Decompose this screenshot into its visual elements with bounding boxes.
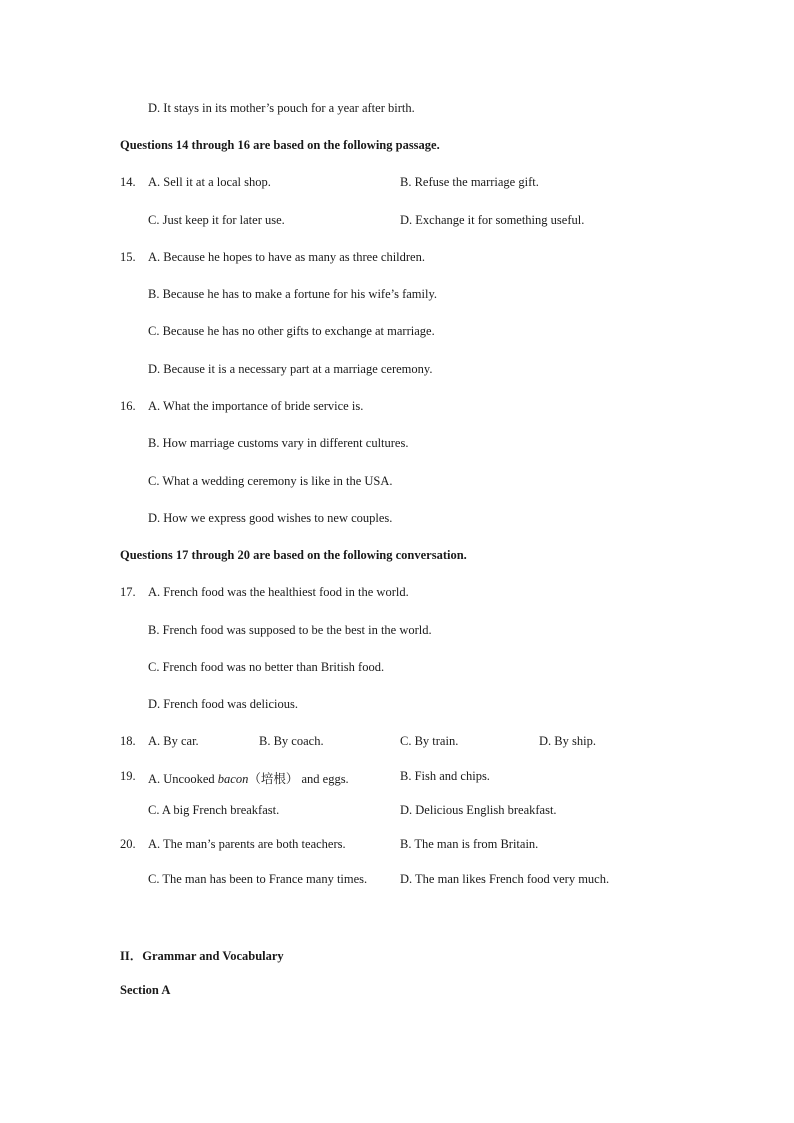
question-20-option-a: A. The man’s parents are both teachers. [148, 837, 346, 851]
question-14-option-b: B. Refuse the marriage gift. [400, 175, 539, 189]
question-18-option-b: B. By coach. [259, 734, 324, 748]
question-19-option-b: B. Fish and chips. [400, 769, 490, 783]
question-14-option-d: D. Exchange it for something useful. [400, 213, 585, 227]
question-18-option-d: D. By ship. [539, 734, 596, 748]
subsection-title: Section A [120, 983, 171, 997]
question-18-option-c: C. By train. [400, 734, 459, 748]
heading-questions-14-16: Questions 14 through 16 are based on the following passage. [120, 138, 440, 152]
option-a-text-after: （培根） and eggs. [248, 772, 349, 786]
question-16-option-d: D. How we express good wishes to new couples. [148, 511, 393, 525]
question-15-option-b: B. Because he has to make a fortune for his wife’s family. [148, 287, 438, 301]
question-20-option-b: B. The man is from Britain. [400, 837, 539, 851]
question-16-option-b: B. How marriage customs vary in different cultures. [148, 436, 409, 450]
question-16-number: 16. [120, 399, 136, 413]
question-18-number: 18. [120, 734, 136, 748]
question-18-option-a: A. By car. [148, 734, 199, 748]
question-20-number: 20. [120, 837, 136, 851]
question-19-number: 19. [120, 769, 136, 783]
question-15-number: 15. [120, 250, 136, 264]
question-15-option-c: C. Because he has no other gifts to exchange at marriage. [148, 324, 435, 338]
question-15-option-d: D. Because it is a necessary part at a marriage ceremony. [148, 362, 433, 376]
question-19-option-c: C. A big French breakfast. [148, 803, 280, 817]
question-17-option-b: B. French food was supposed to be the best in the world. [148, 623, 432, 637]
question-14-option-c: C. Just keep it for later use. [148, 213, 285, 227]
question-17-option-d: D. French food was delicious. [148, 697, 298, 711]
section-title: II．Grammar and Vocabulary [120, 949, 284, 963]
question-14-option-a: A. Sell it at a local shop. [148, 175, 271, 189]
question-14-number: 14. [120, 175, 136, 189]
question-19-option-d: D. Delicious English breakfast. [400, 803, 557, 817]
question-17-option-c: C. French food was no better than British food. [148, 660, 385, 674]
question-15-option-a: A. Because he hopes to have as many as three children. [148, 250, 425, 264]
question-16-option-c: C. What a wedding ceremony is like in the USA. [148, 474, 393, 488]
question-17-number: 17. [120, 585, 136, 599]
heading-questions-17-20: Questions 17 through 20 are based on the following conversation. [120, 548, 467, 562]
question-20-option-d: D. The man likes French food very much. [400, 872, 610, 886]
option-a-italic-word: bacon [217, 772, 249, 786]
question-20-option-c: C. The man has been to France many times. [148, 872, 368, 886]
question-19-option-a [148, 769, 349, 787]
question-17-option-a: A. French food was the healthiest food in the world. [148, 585, 409, 599]
option-a-text-before: A. Uncooked [148, 772, 218, 786]
question-16-option-a: A. What the importance of bride service is. [148, 399, 364, 413]
q13-option-d: D. It stays in its mother’s pouch for a year after birth. [148, 101, 415, 115]
